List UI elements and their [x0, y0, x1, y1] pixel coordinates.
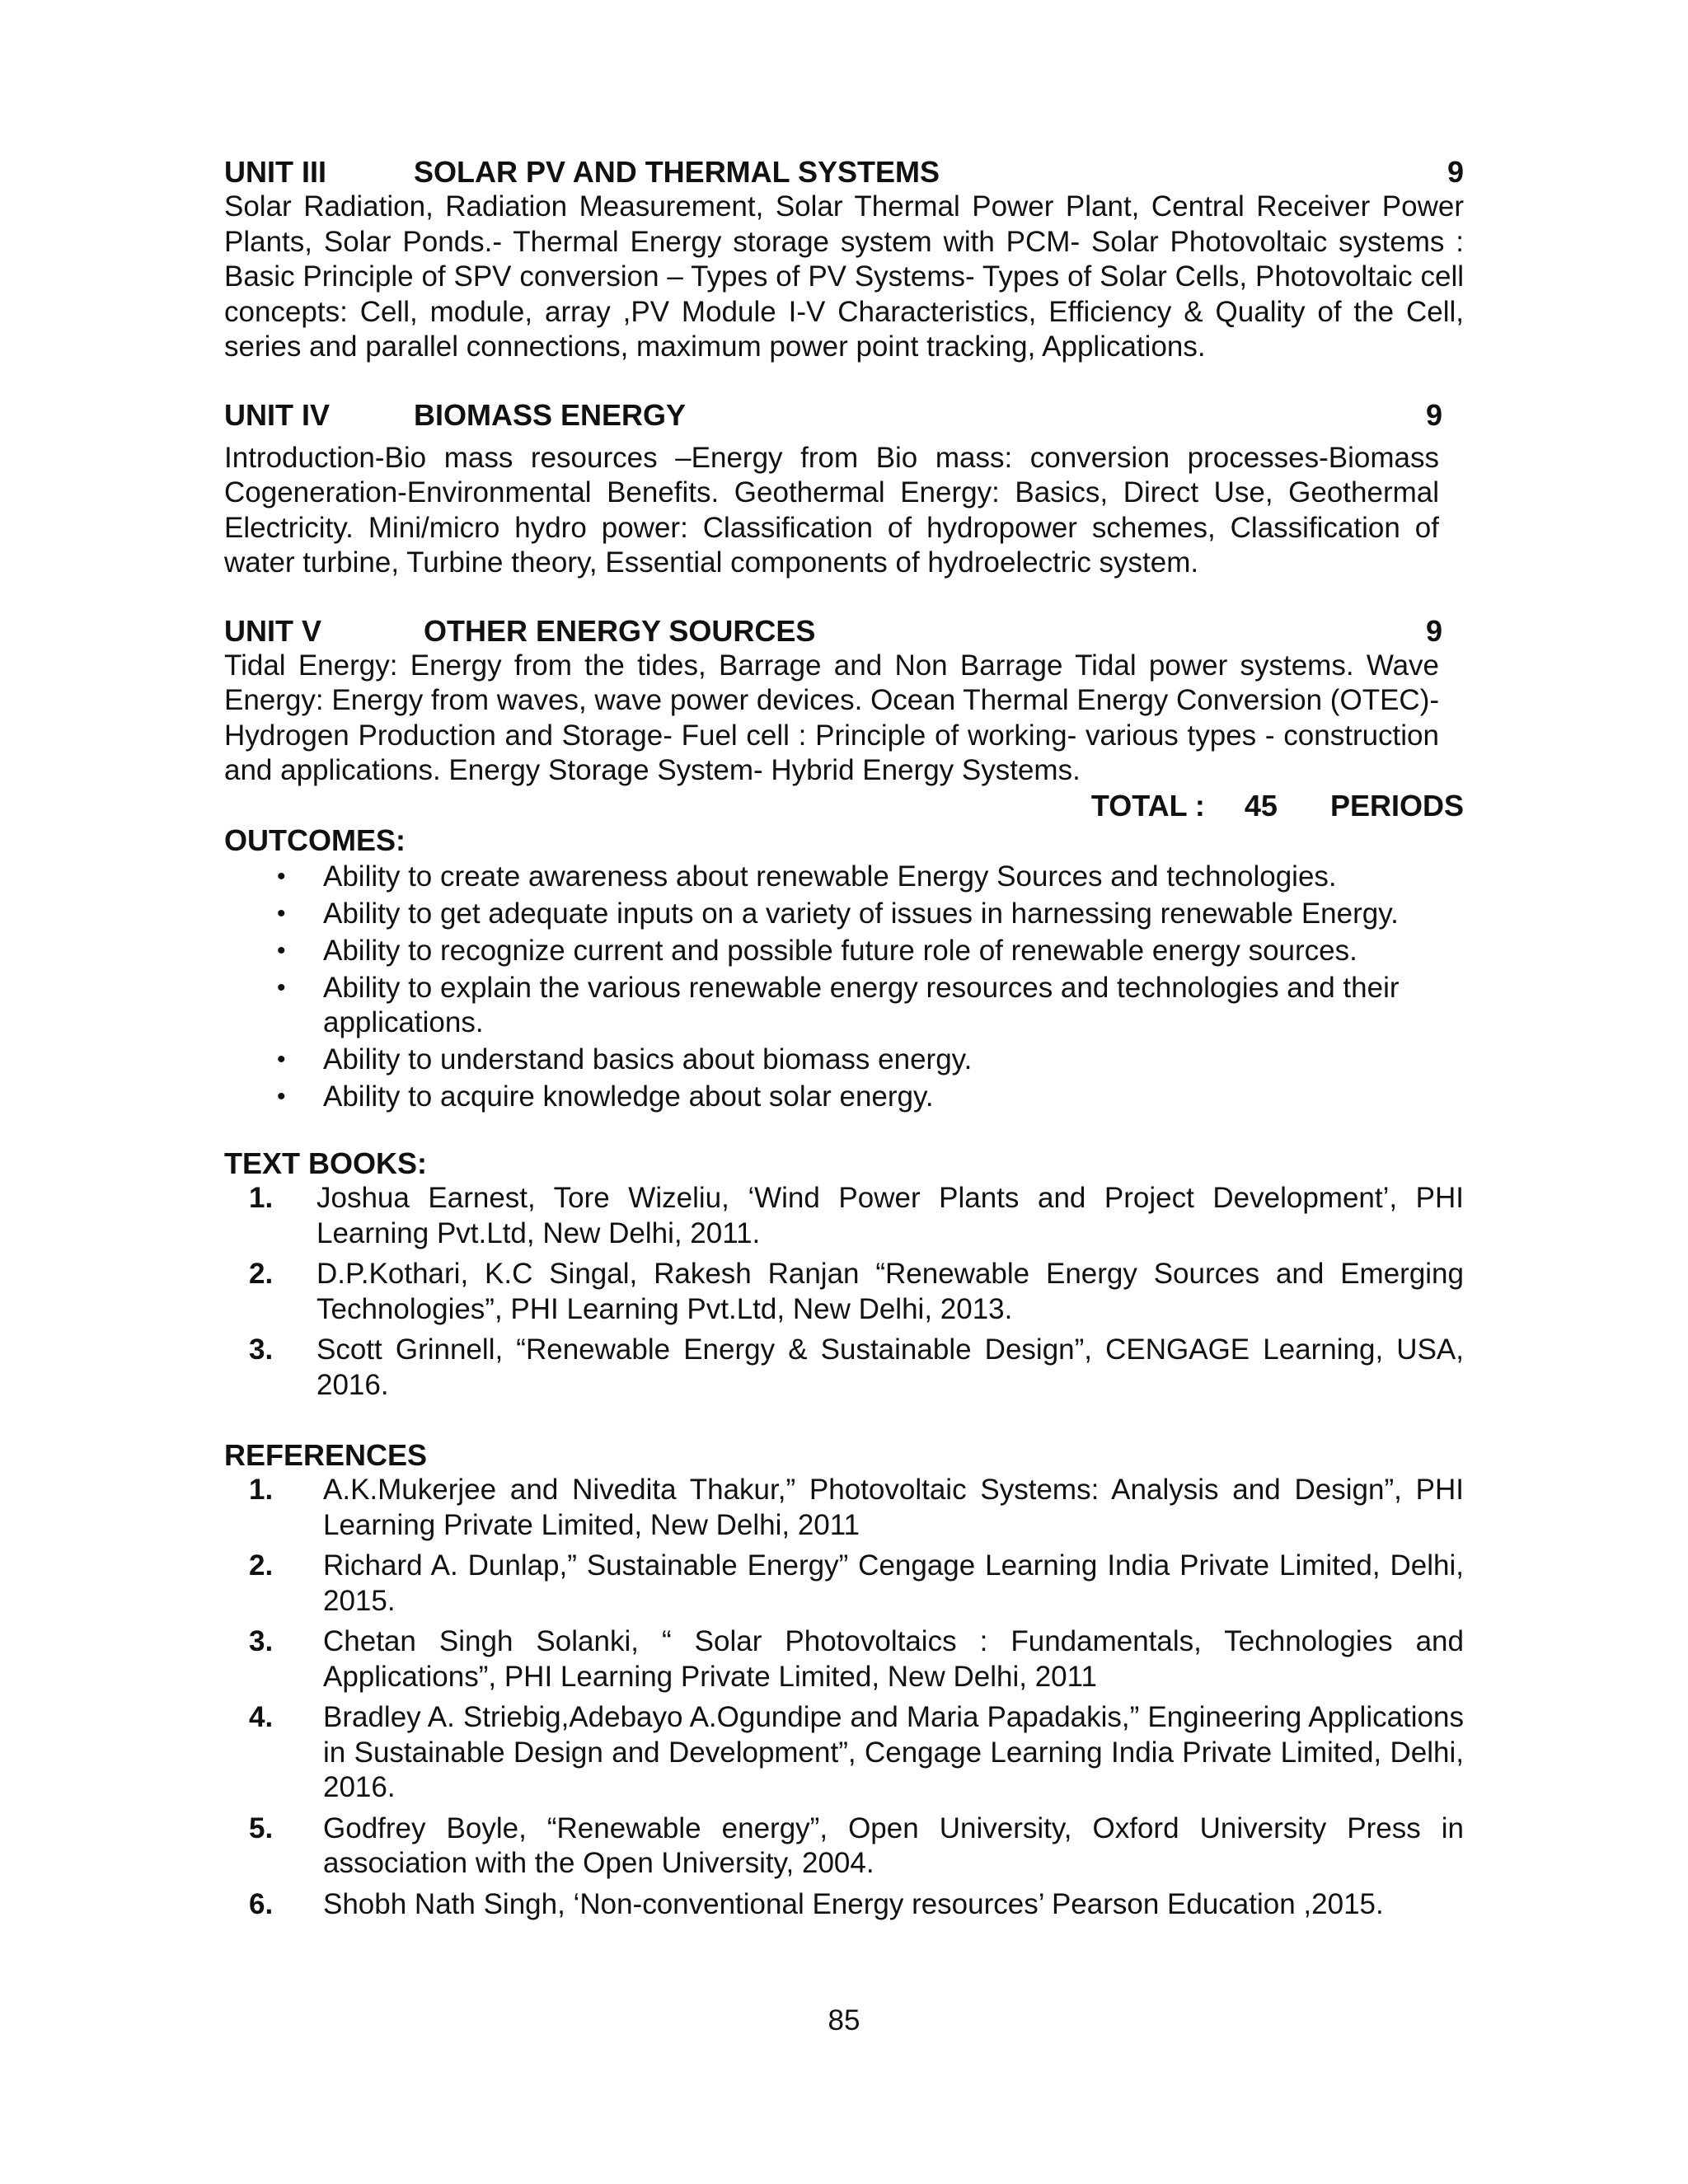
bullet-icon: • [277, 862, 286, 890]
bullet-icon: • [277, 936, 286, 964]
total-value: 45 [1244, 788, 1278, 823]
list-item: • Ability to understand basics about biomass energy. [224, 1043, 1464, 1078]
list-item: 3. Chetan Singh Solanki, “ Solar Photovoltaics : Fundamentals, Technologies and Applications”, PHI Learning Private Limited, New Delhi, 2011 [249, 1625, 1464, 1693]
unit-number: UNIT III [224, 155, 326, 189]
unit-title: OTHER ENERGY SOURCES [424, 613, 816, 648]
list-item: • Ability to recognize current and possible future role of renewable energy sources. [224, 934, 1464, 969]
item-number: 2. [249, 1258, 274, 1290]
list-item: • Ability to explain the various renewable energy resources and technologies and their applications. [277, 971, 1400, 1038]
text-books-heading: TEXT BOOKS: [224, 1146, 428, 1180]
list-item: 6. Shobh Nath Singh, ‘Non-conventional Energy resources’ Pearson Education ,2015. [224, 1887, 1464, 1923]
bullet-icon: • [277, 1046, 286, 1073]
total-label: TOTAL : [1090, 788, 1205, 823]
unit-heading [224, 155, 1464, 190]
total-unit: PERIODS [1329, 788, 1464, 823]
list-item: 1. Joshua Earnest, Tore Wizeliu, ‘Wind Power Plants and Project Development’, PHI Learning Pvt.Ltd, New Delhi, 2011. [249, 1182, 1464, 1249]
bullet-icon: • [277, 973, 286, 1001]
unit-heading [224, 614, 1464, 649]
unit-title: BIOMASS ENERGY [414, 397, 687, 432]
unit-heading [224, 398, 1464, 433]
bullet-icon: • [277, 1083, 286, 1110]
list-item: 2. D.P.Kothari, K.C Singal, Rakesh Ranjan “Renewable Energy Sources and Emerging Technologies”, PHI Learning Pvt.Ltd, New Delhi, 2013. [249, 1258, 1464, 1325]
outcomes-list [224, 860, 1464, 1115]
item-number: 1. [249, 1182, 274, 1214]
item-number: 5. [249, 1811, 274, 1844]
list-item: 1. A.K.Mukerjee and Nivedita Thakur,” Photovoltaic Systems: Analysis and Design”, PHI Learning Private Limited, New Delhi, 2011 [249, 1474, 1464, 1541]
item-number: 1. [249, 1474, 274, 1506]
item-number: 3. [249, 1625, 274, 1657]
text-books-list [224, 1181, 1464, 1403]
item-number: 6. [249, 1887, 274, 1920]
unit-title: SOLAR PV AND THERMAL SYSTEMS [414, 155, 940, 189]
item-number: 3. [249, 1333, 274, 1366]
item-number: 2. [249, 1549, 274, 1582]
unit-content: Solar Radiation, Radiation Measurement, Solar Thermal Power Plant, Central Receiver Power Plants, Solar Ponds.- Thermal Energy storage system with PCM- Solar Photovoltaic systems : Basic Principle of SPV conversion – Types of PV Systems- Types of Solar Cells, Photovoltaic cell concepts: Cell, module, array ,PV Module I-V Characteristics, Efficiency & Quality of the Cell, series and parallel connections, maximum power point tracking, Applications. [224, 190, 1464, 363]
list-item: • Ability to get adequate inputs on a variety of issues in harnessing renewable Energy. [224, 897, 1464, 932]
list-item: 4. Bradley A. Striebig,Adebayo A.Ogundipe and Maria Papadakis,” Engineering Applications in Sustainable Design and Development”, Cengage Learning India Private Limited, Delhi, 2016. [249, 1701, 1464, 1803]
page-number: 85 [828, 2004, 860, 2036]
references-heading: REFERENCES [224, 1438, 428, 1472]
list-item: • Ability to create awareness about renewable Energy Sources and technologies. [224, 860, 1464, 895]
outcomes-heading: OUTCOMES: [224, 823, 406, 857]
list-item: 3. Scott Grinnell, “Renewable Energy & Sustainable Design”, CENGAGE Learning, USA, 2016. [249, 1333, 1464, 1401]
unit-hours: 9 [1425, 397, 1442, 432]
unit-content: Tidal Energy: Energy from the tides, Barrage and Non Barrage Tidal power systems. Wave Energy: Energy from waves, wave power devices. Ocean Thermal Energy Conversion (OTEC)- Hydrogen Production and Storage- Fuel cell : Principle of working- various types - construction and applications. Energy Storage System- Hybrid Energy Systems. [224, 649, 1439, 786]
references-list [224, 1473, 1464, 1922]
total-periods [224, 789, 1464, 823]
item-number: 4. [249, 1701, 274, 1733]
list-item: 2. Richard A. Dunlap,” Sustainable Energy” Cengage Learning India Private Limited, Delhi, 2015. [249, 1549, 1464, 1617]
list-item: 5. Godfrey Boyle, “Renewable energy”, Open University, Oxford University Press in association with the Open University, 2004. [249, 1811, 1464, 1879]
unit-number: UNIT V [224, 613, 322, 648]
list-item: • Ability to acquire knowledge about solar energy. [224, 1080, 1464, 1115]
unit-number: UNIT IV [224, 397, 331, 432]
unit-hours: 9 [1425, 613, 1442, 648]
bullet-icon: • [277, 899, 286, 927]
document-page [224, 155, 1464, 1928]
unit-content: Introduction-Bio mass resources –Energy from Bio mass: conversion processes-Biomass Cogeneration-Environmental Benefits. Geothermal Energy: Basics, Direct Use, Geothermal Electricity. Mini/micro hydro power: Classification of hydropower schemes, Classification of water turbine, Turbine theory, Essential components of hydroelectric system. [224, 441, 1439, 579]
unit-hours: 9 [1447, 155, 1464, 189]
